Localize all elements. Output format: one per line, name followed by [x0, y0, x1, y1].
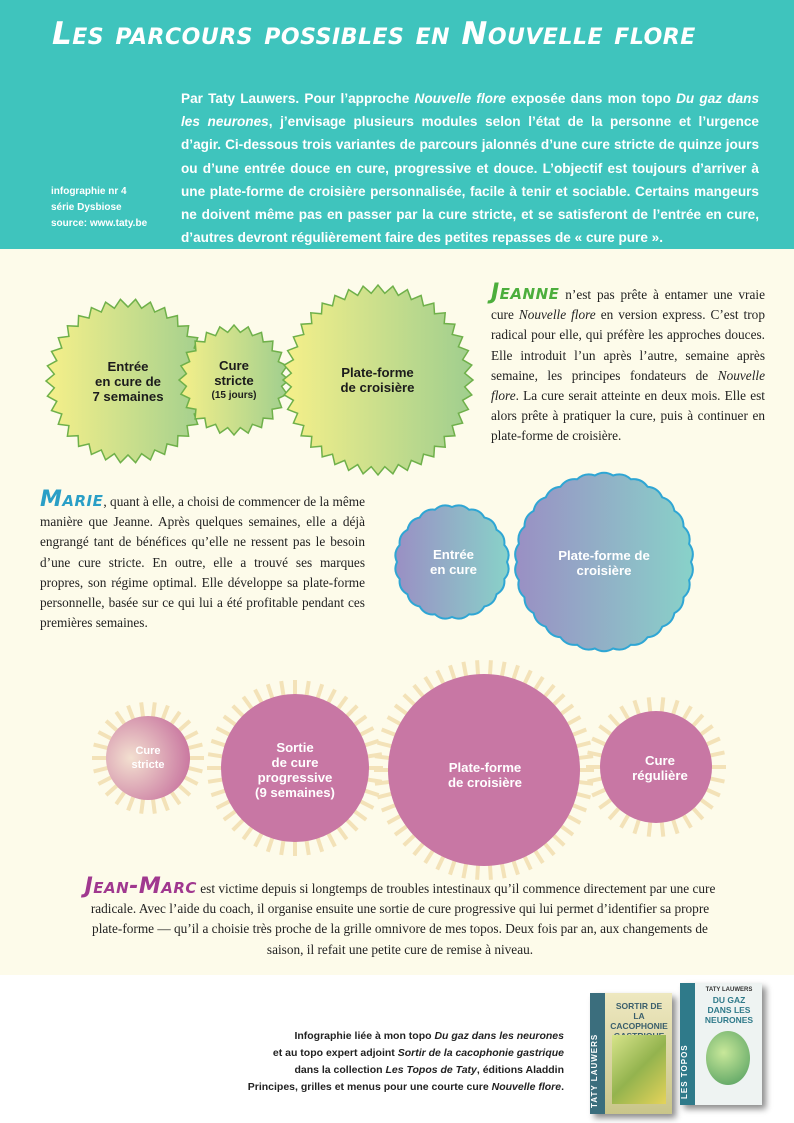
circle-ray	[437, 671, 444, 685]
circle-label-line: stricte	[214, 372, 254, 388]
circle-ray	[634, 700, 639, 715]
jeanmarc-circle-cure	[108, 718, 188, 798]
circle-ray	[709, 778, 725, 781]
circle-ray	[490, 660, 491, 676]
jeanmarc-name: Jean-Marc	[84, 874, 197, 899]
circle-ray	[375, 782, 391, 784]
circle-ray	[153, 798, 155, 814]
circle-label-line: de croisière	[447, 775, 523, 790]
circle-label-line: Plate-forme	[341, 365, 414, 380]
footer-run: dans la collection	[294, 1064, 386, 1076]
circle-ray	[94, 745, 110, 749]
book-spine: LES TOPOS	[680, 983, 695, 1105]
circle-ray	[425, 677, 434, 691]
circle-ray	[534, 677, 543, 691]
jeanne-circle-plateforme	[290, 305, 465, 455]
book-illustration	[706, 1031, 750, 1085]
page-title: Les parcours possibles en Nouvelle flore	[52, 16, 696, 52]
circle-ray	[571, 805, 586, 811]
footer-run: Principes, grilles et menus pour une courte cure	[247, 1081, 492, 1093]
circle-ray	[673, 700, 678, 715]
marie-name: Marie	[40, 487, 104, 512]
circle-ray	[592, 789, 607, 796]
book-author: TATY LAUWERS	[705, 987, 753, 993]
circle-ray	[649, 697, 651, 713]
circle-label-line: croisière	[576, 563, 632, 578]
circle-ray	[382, 805, 397, 811]
jeanne-circle-entree	[53, 311, 203, 451]
circle-ray	[588, 778, 604, 781]
circle-label-line: Sortie	[276, 740, 314, 755]
footer-run: , éditions Aladdin	[476, 1064, 564, 1076]
circle-ray	[524, 671, 531, 685]
circle-ray	[317, 837, 322, 852]
circle-ray	[364, 790, 379, 795]
jeanne-text-run: Nouvelle flore	[518, 307, 596, 323]
footer-run: Infographie liée à mon topo	[294, 1030, 435, 1042]
jeanmarc-circle-reguliere	[610, 718, 710, 818]
circle-label-line: régulière	[632, 768, 688, 783]
circle-ray	[359, 728, 373, 735]
circle-ray	[268, 837, 273, 852]
circle-ray	[571, 730, 586, 736]
circle-ray	[255, 690, 262, 704]
circle-ray	[634, 818, 639, 833]
intro-run: Nouvelle flore	[414, 91, 506, 106]
circle-label-line: Cure	[644, 753, 676, 768]
circle-label-line: Plate-forme	[448, 760, 522, 775]
circle-label-line: Cure	[218, 357, 250, 373]
marie-circle-entree	[396, 510, 511, 614]
circle-label-line: Plate-forme de	[558, 548, 650, 563]
footer-run: .	[561, 1081, 564, 1093]
footer-run: Du gaz dans les neurones	[434, 1030, 564, 1042]
circle-ray	[211, 790, 226, 795]
info-line: série Dysbiose	[51, 202, 122, 213]
jeanne-text-run: . La cure serait atteinte en deux mois. Elle est alors prête à pratiquer la cure, puis à continuer en plate-forme de croisière.	[491, 388, 765, 444]
circle-ray	[364, 741, 379, 746]
jeanne-text-run: en version express. C’est trop radical pour elle, qui préfère les approches douces. Elle introduit l’un après l’autre, semaine après semaine, les principes fondateurs de	[491, 307, 765, 383]
footer-line	[144, 1079, 564, 1096]
circle-ray	[502, 662, 505, 678]
jeanmarc-circle-sortie	[230, 705, 360, 835]
circle-ray	[217, 728, 231, 735]
circle-label-line: (9 semaines)	[255, 785, 335, 800]
jeanmarc-circle-plateforme	[400, 690, 570, 860]
footer-run: et au topo expert adjoint	[272, 1047, 398, 1059]
circle-ray	[382, 730, 397, 736]
circle-ray	[281, 681, 284, 697]
book-spine: TATY LAUWERS	[590, 993, 605, 1114]
circle-ray	[187, 768, 203, 772]
circle-ray	[450, 665, 455, 680]
jeanmarc-text: est victime depuis si longtemps de troubles intestinaux qu’il commence directement par une cure radicale. Avec l’aide du coach, il organise ensuite une sortie de cure progressive qui lui permet d’identifier sa propre plate-forme — qu’il a choisie très proche de la grille omnivore de mes topos. Deux fois par an, aux changements de saison, il refait une petite cure de remise à niveau.	[90, 881, 716, 957]
circle-ray	[673, 818, 678, 833]
circle-ray	[187, 745, 203, 749]
circle-ray	[575, 793, 591, 797]
circle-ray	[649, 821, 651, 837]
footer-line	[144, 1062, 564, 1079]
circle-label-line: en cure de	[95, 373, 161, 389]
circle-ray	[217, 801, 231, 808]
marie-circle-plateforme	[515, 478, 693, 648]
circle-label-line: Cure	[135, 745, 161, 757]
footer-line	[144, 1045, 564, 1062]
circle-ray	[577, 756, 593, 758]
book-illustration	[612, 1035, 666, 1104]
circle-label-line: de cure	[271, 755, 319, 770]
circle-ray	[575, 743, 591, 747]
book-cover-gaz	[680, 983, 762, 1105]
circle-label-line: de croisière	[340, 380, 415, 395]
jeanne-circle-cure	[189, 320, 279, 440]
circle-label-line: Entrée	[432, 547, 475, 562]
circle-ray	[306, 681, 309, 697]
footer-run: Les Topos de Taty	[385, 1064, 477, 1076]
circle-ray	[450, 859, 455, 874]
circle-ray	[592, 739, 607, 746]
jeanne-text-run: n’est pas prête à entamer une vraie cure	[491, 287, 765, 323]
intro-run: Par Taty Lauwers. Pour l’approche	[181, 91, 415, 106]
circle-ray	[378, 793, 394, 797]
circle-label-line: Entrée	[107, 358, 149, 374]
circle-ray	[281, 839, 284, 855]
circle-ray	[208, 779, 224, 782]
circle-label-line: en cure	[430, 562, 477, 577]
circle-ray	[378, 743, 394, 747]
jeanne-text-run: Nouvelle flore	[491, 367, 765, 404]
footer-run: Sortir de la cacophonie gastrique	[397, 1047, 564, 1059]
circle-ray	[268, 684, 273, 699]
circle-label-line: progressive	[257, 770, 333, 785]
circle-ray	[211, 741, 226, 746]
circle-label-small: (15 jours)	[211, 389, 257, 401]
intro-run: Du gaz dans les neurones	[181, 91, 760, 130]
intro-run: exposée dans mon topo	[505, 91, 677, 106]
circle-ray	[463, 862, 466, 878]
circle-ray	[477, 660, 478, 676]
book-title: SORTIR DE LA CACOPHONIE	[610, 1001, 668, 1031]
circle-label-line: 7 semaines	[92, 388, 164, 404]
circle-ray	[94, 768, 110, 772]
book-cover-cacophonie	[590, 993, 672, 1114]
circle-ray	[317, 684, 322, 699]
circle-ray	[502, 862, 505, 878]
footer-line	[144, 1028, 564, 1045]
jeanne-story	[491, 280, 765, 447]
circle-ray	[513, 665, 518, 680]
circle-ray	[208, 754, 224, 757]
info-line: infographie nr 4	[51, 186, 127, 197]
circle-ray	[463, 662, 466, 678]
circle-ray	[375, 756, 391, 758]
circle-ray	[328, 690, 335, 704]
footer-note	[144, 1028, 564, 1096]
marie-text: , quant à elle, a choisi de commencer de la même manière que Jeanne. Après quelques semaines, elle a déjà engrangé tant de bénéfices qu’elle ne ressent pas le besoin d’une cure stricte. En outre, elle a trouvé ses marques propres, son régime optimal. Elle développe sa plate-forme personnelle, basée sur ce qui lui a été profitable pendant ces premières semaines.	[40, 494, 365, 631]
marie-story	[40, 487, 365, 633]
jeanne-name: Jeanne	[491, 280, 560, 305]
book-title: DU GAZ DANS LES NEURONES	[704, 995, 754, 1025]
circle-ray	[709, 752, 725, 755]
circle-label-line: stricte	[131, 759, 165, 771]
circle-ray	[306, 839, 309, 855]
intro-run: , j’envisage plusieurs modules selon l’état de la personne et l’urgence d’agir. Ci-dessous trois variantes de parcours jalonnés d’une cure stricte de quinze jours ou d’une entrée douce en cure, progressive et douce. L’objectif est toujours d’arriver à une plate-forme de croisière personnalisée, facile à tenir et sociable. Certains mangeurs ne doivent même pas en passer par la cure stricte, et se satisferont de l’entrée en cure, d’autres devront régulièrement faire des petites repasses de « cure pure ».	[181, 114, 759, 246]
info-line: source: www.taty.be	[51, 218, 148, 229]
circle-ray	[662, 821, 664, 837]
circle-ray	[359, 801, 373, 808]
circle-ray	[513, 859, 518, 874]
circle-ray	[141, 798, 143, 814]
circle-ray	[662, 697, 664, 713]
jeanmarc-story	[80, 874, 720, 960]
circle-ray	[153, 702, 155, 718]
circle-ray	[141, 702, 143, 718]
footer-run: Nouvelle flore	[491, 1081, 562, 1093]
